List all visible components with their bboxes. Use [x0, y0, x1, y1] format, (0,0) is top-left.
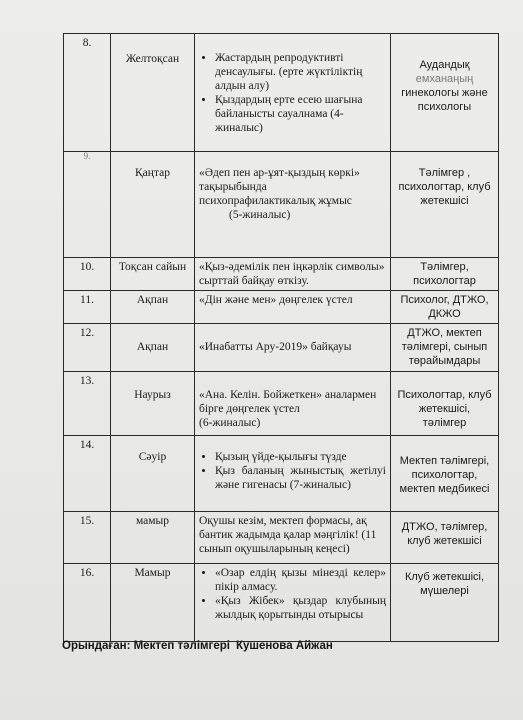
row-responsible: Аудандық емханаңың гинекологы және психологы	[391, 34, 499, 152]
row-number: 10.	[64, 258, 111, 291]
row-responsible: Тәлімгер, психологтар	[391, 258, 499, 291]
row-event: «Ана. Келін. Бойжеткен» аналармен бірге дөңгелек үстел (6-жиналыс)	[195, 372, 391, 436]
row-month: Желтоқсан	[111, 34, 195, 152]
row-number: 11.	[64, 291, 111, 324]
row-month: Наурыз	[111, 372, 195, 436]
row-responsible: Мектеп тәлімгері, психологтар, мектеп медбикесі	[391, 436, 499, 512]
table-row	[64, 291, 499, 324]
table-row	[64, 258, 499, 291]
event-bullet: • Қызың үйде-қылығы түзде	[215, 450, 386, 464]
table-row	[64, 152, 499, 258]
row-event: Оқушы кезім, мектеп формасы, ақ бантик жадымда қалар мәңгілік! (11 сынып оқушыларының кеңесі)	[195, 512, 391, 564]
row-month: Ақпан	[111, 324, 195, 372]
row-month: Сәуір	[111, 436, 195, 512]
row-responsible: Клуб жетекшісі, мүшелері	[391, 564, 499, 642]
event-bullet: • Жастардың репродуктивті денсаулығы. (ерте жүктіліктің алдын алу)	[215, 51, 386, 93]
table-row	[64, 34, 499, 152]
table-row	[64, 564, 499, 642]
row-number: 16.	[64, 564, 111, 642]
row-number: 14.	[64, 436, 111, 512]
table-row	[64, 512, 499, 564]
signature-label: Орындаған: Мектеп тәлімгері	[62, 640, 230, 652]
row-event	[195, 564, 391, 642]
table-row	[64, 324, 499, 372]
table-row	[64, 436, 499, 512]
row-event: «Әдеп пен ар-ұят-қыздың көркі» тақырыбында психопрафилактикалық жұмыс (5-жиналыс)	[195, 152, 391, 258]
row-event: «Дін және мен» дөңгелек үстел	[195, 291, 391, 324]
row-responsible: ДТЖО, тәлімгер, клуб жетекшісі	[391, 512, 499, 564]
row-month: мамыр	[111, 512, 195, 564]
row-number: 9.	[64, 152, 111, 258]
event-bullet: • Қыз баланың жыныстық жетілуі және гигенасы (7-жиналыс)	[215, 464, 386, 492]
row-event	[195, 436, 391, 512]
event-plan-table	[63, 33, 499, 642]
row-month: Мамыр	[111, 564, 195, 642]
event-bullet: • «Озар елдің қызы мінезді келер» пікір алмасу.	[215, 566, 386, 594]
row-month: Қаңтар	[111, 152, 195, 258]
signature-name: Кушенова Айжан	[235, 640, 333, 652]
table-row	[64, 372, 499, 436]
row-number: 8.	[64, 34, 111, 152]
signature-line	[62, 640, 333, 652]
row-event	[195, 34, 391, 152]
row-month: Ақпан	[111, 291, 195, 324]
row-number: 13.	[64, 372, 111, 436]
row-event: «Қыз-әдемілік пен іңкәрлік символы» сырттай байқау өткізу.	[195, 258, 391, 291]
row-number: 12.	[64, 324, 111, 372]
row-event: «Инабатты Ару-2019» байқауы	[195, 324, 391, 372]
row-number: 15.	[64, 512, 111, 564]
row-responsible: Тәлімгер , психологтар, клуб жетекшісі	[391, 152, 499, 258]
row-responsible: Психологтар, клуб жетекшісі, тәлімгер	[391, 372, 499, 436]
row-month: Тоқсан сайын	[111, 258, 195, 291]
event-bullet: • «Қыз Жібек» қыздар клубының жылдық қорытынды отырысы	[215, 594, 386, 622]
row-responsible: Психолог, ДТЖО, ДКЖО	[391, 291, 499, 324]
row-responsible: ДТЖО, мектеп тәлімгері, сынып төрайымдары	[391, 324, 499, 372]
event-bullet: • Қыздардың ерте есею шағына байланысты сауалнама (4-жиналыс)	[215, 93, 386, 135]
